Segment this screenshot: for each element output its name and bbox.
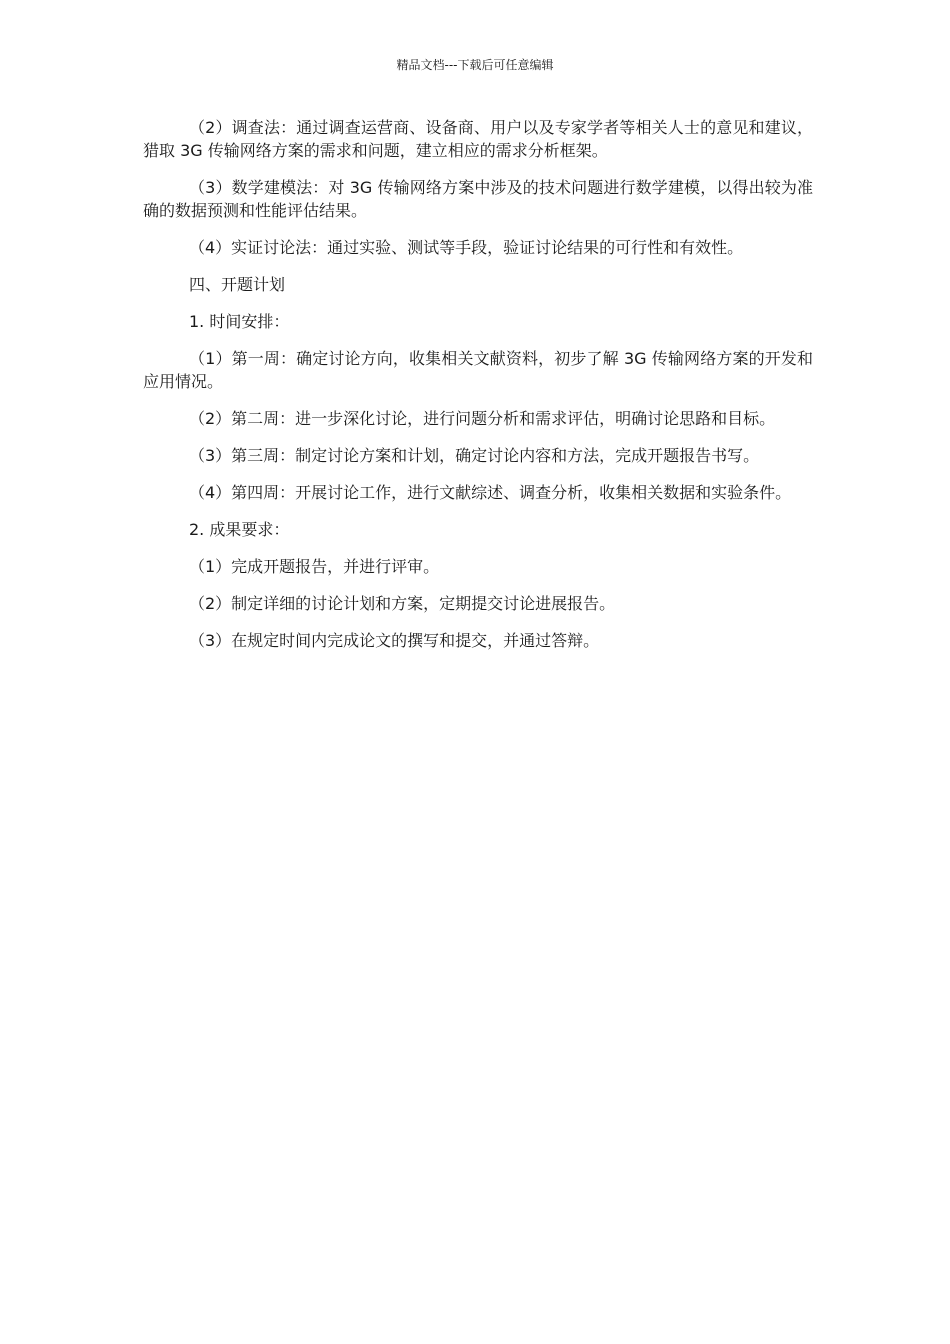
paragraph-week-1: （1）第一周：确定讨论方向，收集相关文献资料，初步了解 3G 传输网络方案的开发和应用情况。 (143, 349, 813, 391)
paragraph-survey-method: （2）调查法：通过调查运营商、设备商、用户以及专家学者等相关人士的意见和建议，猎取 3G 传输网络方案的需求和问题，建立相应的需求分析框架。 (143, 118, 813, 160)
document-body (143, 116, 813, 666)
paragraph-week-3: （3）第三周：制定讨论方案和计划，确定讨论内容和方法，完成开题报告书写。 (189, 446, 760, 465)
paragraph-week-2: （2）第二周：进一步深化讨论，进行问题分析和需求评估，明确讨论思路和目标。 (189, 409, 776, 428)
paragraph-week-4: （4）第四周：开展讨论工作，进行文献综述、调查分析，收集相关数据和实验条件。 (189, 483, 792, 502)
subheading-schedule: 1. 时间安排： (189, 312, 290, 331)
paragraph-math-modeling: （3）数学建模法：对 3G 传输网络方案中涉及的技术问题进行数学建模，以得出较为准确的数据预测和性能评估结果。 (143, 178, 813, 220)
paragraph-empirical-method: （4）实证讨论法：通过实验、测试等手段，验证讨论结果的可行性和有效性。 (189, 238, 744, 257)
subheading-deliverables: 2. 成果要求： (189, 520, 290, 539)
section-heading-plan: 四、开题计划 (189, 275, 286, 294)
page-header: 精品文档---下载后可任意编辑 (396, 58, 554, 72)
paragraph-deliverable-1: （1）完成开题报告，并进行评审。 (189, 557, 440, 576)
paragraph-deliverable-3: （3）在规定时间内完成论文的撰写和提交，并通过答辩。 (189, 631, 600, 650)
paragraph-deliverable-2: （2）制定详细的讨论计划和方案，定期提交讨论进展报告。 (189, 594, 616, 613)
